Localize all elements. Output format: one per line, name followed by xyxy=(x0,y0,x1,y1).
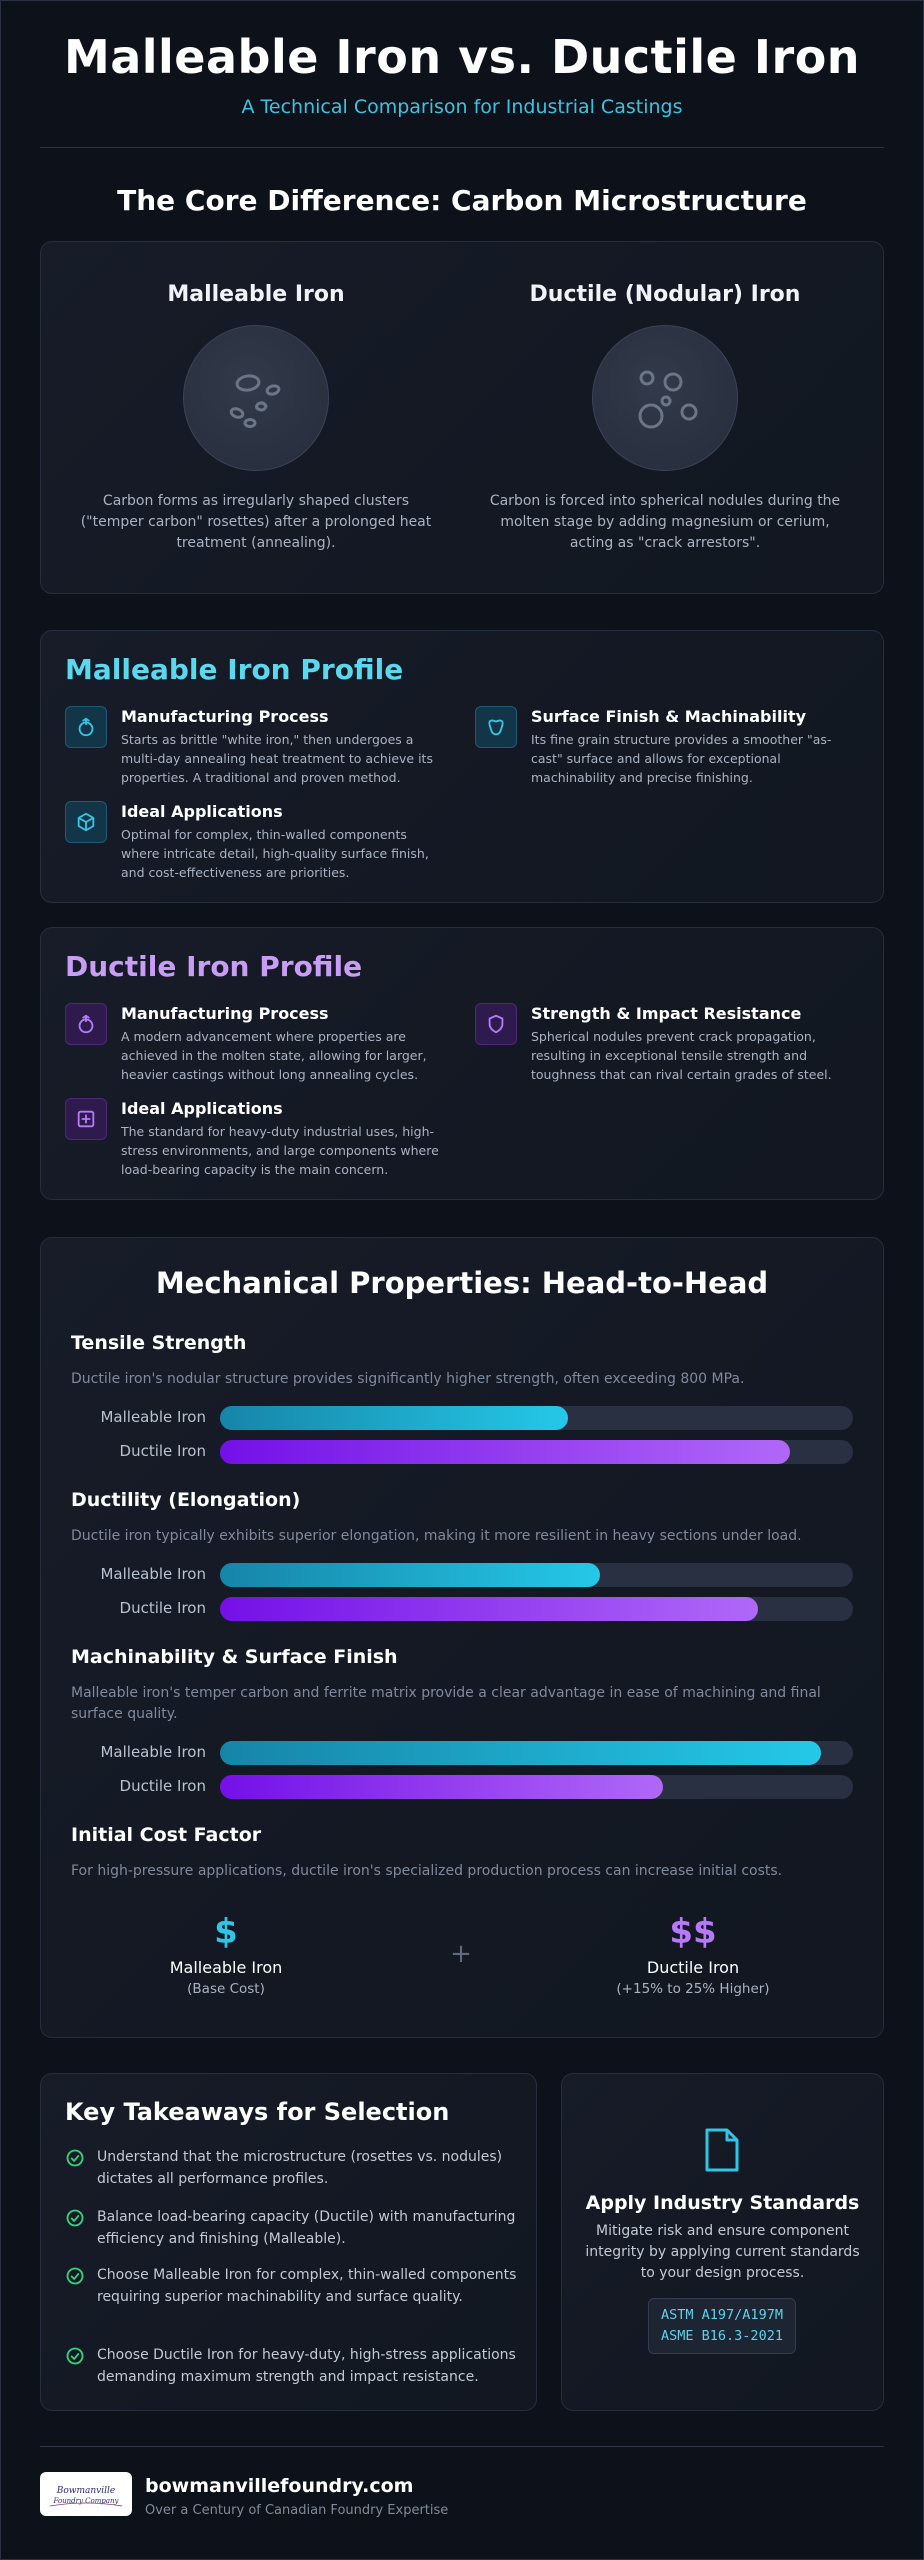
standard-code: ASME B16.3-2021 xyxy=(661,2328,783,2344)
bar-fill xyxy=(220,1597,758,1621)
bar-fill xyxy=(220,1775,663,1799)
bar-fill xyxy=(220,1741,821,1765)
cost-name: Malleable Iron xyxy=(169,1958,283,1977)
feature-desc: Optimal for complex, thin-walled components where intricate detail, high-quality surface finish, and cost-effectiveness are priorities. xyxy=(121,827,429,880)
page-subtitle: A Technical Comparison for Industrial Castings xyxy=(241,96,683,118)
cost-ductile xyxy=(583,1912,803,1997)
flask-icon xyxy=(65,1003,107,1045)
property-desc: Ductile iron typically exhibits superior elongation, making it more resilient in heavy sections under load. xyxy=(71,1528,802,1544)
malleable-profile-title: Malleable Iron Profile xyxy=(65,653,404,686)
cost-note: (Base Cost) xyxy=(187,1981,265,1997)
ductile-microstructure xyxy=(475,282,855,554)
property-ductility xyxy=(71,1489,853,1629)
check-circle-icon xyxy=(65,2148,85,2172)
footer-site-link[interactable]: bowmanvillefoundry.com xyxy=(145,2475,414,2497)
cost-malleable xyxy=(116,1912,336,1997)
bar-row xyxy=(71,1440,853,1464)
header xyxy=(0,30,924,118)
takeaways-card xyxy=(40,2073,537,2411)
property-title: Machinability & Surface Finish xyxy=(71,1646,398,1668)
bar-label: Malleable Iron xyxy=(100,1565,206,1583)
feature-desc: Spherical nodules prevent crack propagation, resulting in exceptional tensile strength and toughness that can rival certain grades of steel. xyxy=(531,1029,832,1082)
footer-tagline: Over a Century of Canadian Foundry Expertise xyxy=(145,2503,449,2518)
core-difference-title: The Core Difference: Carbon Microstructure xyxy=(117,184,807,217)
bar-track xyxy=(220,1406,853,1430)
bar-label: Ductile Iron xyxy=(119,1777,206,1795)
mechanical-properties-card xyxy=(40,1237,884,2038)
plus-box-icon xyxy=(65,1098,107,1140)
property-title: Tensile Strength xyxy=(71,1332,247,1354)
malleable-micro-name: Malleable Iron xyxy=(167,282,345,307)
property-desc: For high-pressure applications, ductile iron's specialized production process can increase initial costs. xyxy=(71,1863,783,1879)
bar-fill xyxy=(220,1406,568,1430)
check-circle-icon xyxy=(65,2266,85,2290)
feature-desc: Its fine grain structure provides a smoother "as-cast" surface and allows for exceptional machinability and precise finishing. xyxy=(531,732,832,785)
feature-title: Ideal Applications xyxy=(121,1099,283,1118)
ductile-profile-card xyxy=(40,927,884,1200)
header-divider xyxy=(40,147,884,148)
cost-separator: + xyxy=(450,1939,472,1969)
check-circle-icon xyxy=(65,2208,85,2232)
feature-title: Ideal Applications xyxy=(121,802,283,821)
bar-track xyxy=(220,1440,853,1464)
bar-row xyxy=(71,1597,853,1621)
bar-label: Ductile Iron xyxy=(119,1599,206,1617)
property-desc: Ductile iron's nodular structure provides significantly higher strength, often exceeding 800 MPa. xyxy=(71,1371,745,1387)
dollar-icon: $ xyxy=(214,1912,238,1952)
check-circle-icon xyxy=(65,2346,85,2370)
standard-code: ASTM A197/A197M xyxy=(661,2307,783,2323)
ductile-micro-desc: Carbon is forced into spherical nodules during the molten stage by adding magnesium or cerium, acting as "crack arrestors". xyxy=(489,493,841,551)
feature-title: Manufacturing Process xyxy=(121,1004,329,1023)
document-icon xyxy=(702,2126,742,2178)
property-title: Initial Cost Factor xyxy=(71,1824,262,1846)
svg-text:Bowmanville: Bowmanville xyxy=(56,2486,116,2496)
property-title: Ductility (Elongation) xyxy=(71,1489,301,1511)
bar-label: Malleable Iron xyxy=(100,1743,206,1761)
feature-desc: A modern advancement where properties are achieved in the molten state, allowing for larger, heavier castings without long annealing cycles. xyxy=(121,1029,427,1082)
cube-icon xyxy=(65,801,107,843)
feature-title: Strength & Impact Resistance xyxy=(531,1004,802,1023)
property-cost xyxy=(71,1824,853,2014)
double-dollar-icon: $$ xyxy=(669,1912,717,1952)
bar-fill xyxy=(220,1563,600,1587)
rosette-illustration-icon xyxy=(183,325,329,471)
flask-icon xyxy=(65,706,107,748)
mechanical-title: Mechanical Properties: Head-to-Head xyxy=(155,1266,769,1300)
bar-track xyxy=(220,1741,853,1765)
nodule-illustration-icon xyxy=(592,325,738,471)
malleable-microstructure xyxy=(66,282,446,554)
foundry-logo xyxy=(40,2472,132,2516)
standards-codes xyxy=(648,2298,796,2354)
bar-row xyxy=(71,1741,853,1765)
bar-label: Malleable Iron xyxy=(100,1408,206,1426)
bar-row xyxy=(71,1775,853,1799)
malleable-profile-card xyxy=(40,630,884,903)
property-desc: Malleable iron's temper carbon and ferrite matrix provide a clear advantage in ease of machining and final surface quality. xyxy=(71,1685,821,1722)
property-machinability xyxy=(71,1646,853,1806)
takeaway-text: Choose Ductile Iron for heavy-duty, high-stress applications demanding maximum strength and impact resistance. xyxy=(97,2347,516,2385)
standards-title: Apply Industry Standards xyxy=(585,2192,860,2214)
bar-track xyxy=(220,1775,853,1799)
takeaway-text: Understand that the microstructure (rosettes vs. nodules) dictates all performance profiles. xyxy=(97,2149,503,2187)
bar-label: Ductile Iron xyxy=(119,1442,206,1460)
malleable-micro-desc: Carbon forms as irregularly shaped clusters ("temper carbon" rosettes) after a prolonged heat treatment (annealing). xyxy=(80,493,432,551)
bar-row xyxy=(71,1406,853,1430)
takeaway-text: Choose Malleable Iron for complex, thin-walled components requiring superior machinability and surface quality. xyxy=(97,2267,517,2305)
ductile-micro-name: Ductile (Nodular) Iron xyxy=(529,282,801,307)
page-title: Malleable Iron vs. Ductile Iron xyxy=(63,30,861,84)
cost-name: Ductile Iron xyxy=(646,1958,740,1977)
feature-title: Surface Finish & Machinability xyxy=(531,707,807,726)
feature-desc: The standard for heavy-duty industrial uses, high-stress environments, and large components where load-bearing capacity is the main concern. xyxy=(121,1124,439,1177)
feature-desc: Starts as brittle "white iron," then undergoes a multi-day annealing heat treatment to achieve its properties. A traditional and proven method. xyxy=(121,732,433,785)
tooth-icon xyxy=(475,706,517,748)
property-tensile-strength xyxy=(71,1332,853,1472)
footer-divider xyxy=(40,2446,884,2447)
standards-desc: Mitigate risk and ensure component integrity by applying current standards to your design process. xyxy=(585,2223,860,2281)
feature-title: Manufacturing Process xyxy=(121,707,329,726)
shield-icon xyxy=(475,1003,517,1045)
bar-track xyxy=(220,1563,853,1587)
ductile-profile-title: Ductile Iron Profile xyxy=(65,950,363,983)
bar-fill xyxy=(220,1440,790,1464)
takeaway-text: Balance load-bearing capacity (Ductile) with manufacturing efficiency and finishing (Malleable). xyxy=(97,2209,516,2247)
svg-text:Foundry Company: Foundry Company xyxy=(53,2497,119,2505)
bar-row xyxy=(71,1563,853,1587)
bar-track xyxy=(220,1597,853,1621)
microstructure-card xyxy=(40,241,884,594)
standards-card xyxy=(561,2073,884,2411)
takeaways-title: Key Takeaways for Selection xyxy=(65,2098,450,2126)
cost-note: (+15% to 25% Higher) xyxy=(616,1981,770,1997)
